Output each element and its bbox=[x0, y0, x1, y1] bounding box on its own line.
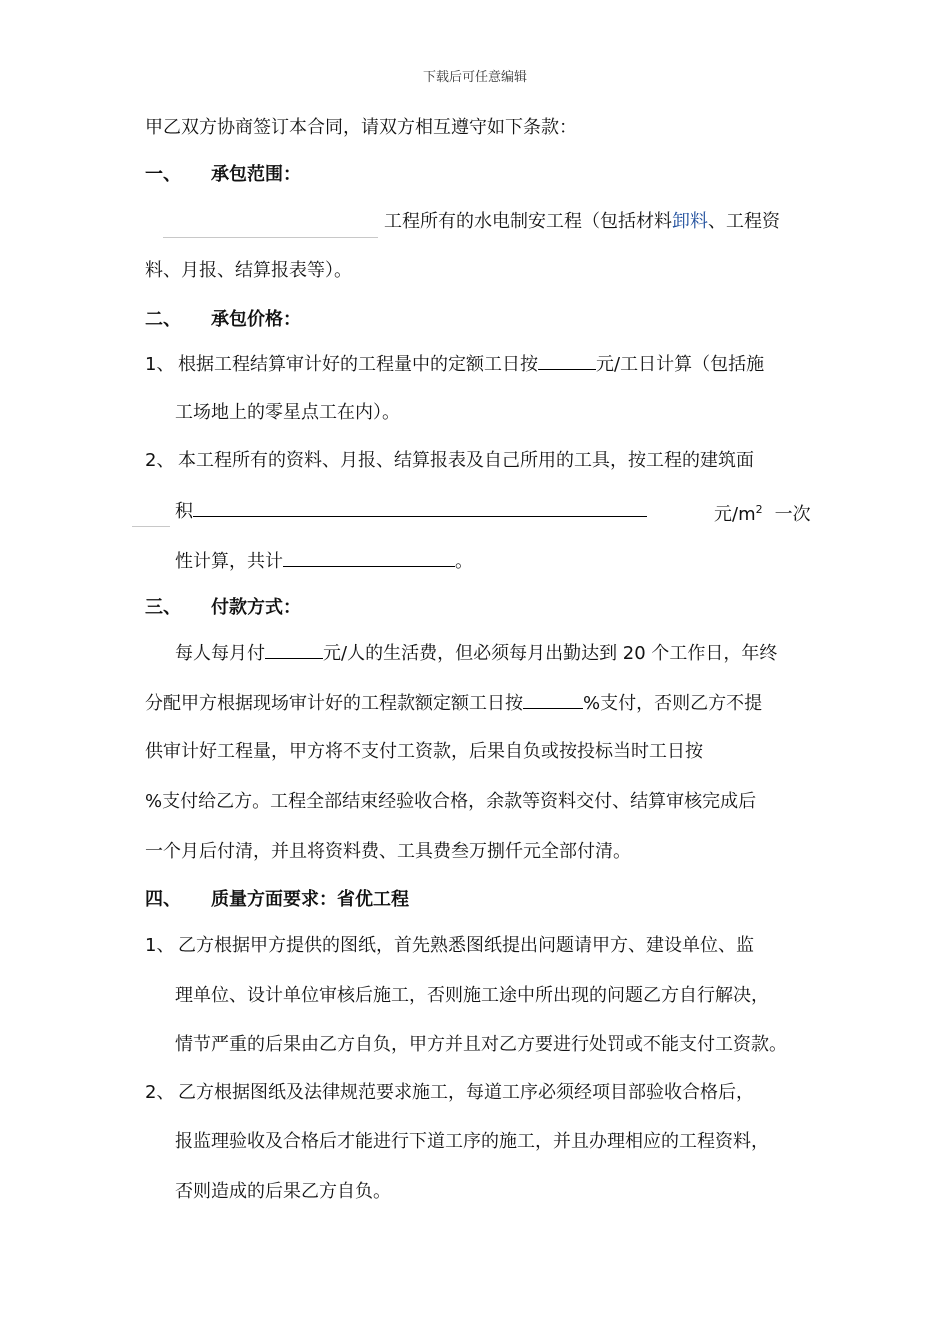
section-2-item-2-line-3 bbox=[175, 548, 473, 574]
total-label: 性计算，共计 bbox=[175, 551, 283, 572]
unit-text: 元/m bbox=[714, 504, 756, 525]
area-label: 积 bbox=[175, 501, 193, 522]
section-2-item-2-unit bbox=[714, 498, 811, 527]
section-1-heading bbox=[145, 163, 301, 187]
section-2-number: 二、 bbox=[145, 309, 181, 330]
section-4-number: 四、 bbox=[145, 889, 181, 910]
section-2-title: 承包价格： bbox=[211, 309, 301, 330]
payment-percent-blank bbox=[523, 690, 583, 709]
section-4-item-1-num: 1、 bbox=[145, 935, 175, 956]
section-3-line-3: 供审计好工程量，甲方将不支付工资款，后果自负或按投标当时工日按 bbox=[145, 741, 703, 762]
section-3-text-b: 元/人的生活费，但必须每月出勤达到 20 个工作日，年终 bbox=[323, 643, 778, 664]
section-4-item-1-line-1 bbox=[145, 934, 754, 958]
section-3-line-1 bbox=[175, 640, 777, 666]
section-2-heading bbox=[145, 308, 301, 332]
living-allowance-blank bbox=[265, 640, 323, 659]
section-1-text-c: 、工程资 bbox=[708, 211, 780, 232]
section-4-item-1-line-2: 理单位、设计单位审核后施工，否则施工途中所出现的问题乙方自行解决， bbox=[175, 985, 769, 1006]
section-2-item-2-text: 本工程所有的资料、月报、结算报表及自己所用的工具，按工程的建筑面 bbox=[178, 450, 754, 471]
section-2-item-1-text-a: 根据工程结算审计好的工程量中的定额工日按 bbox=[178, 354, 538, 375]
section-1-text-a: 工程所有的水电制安工程（包括材料 bbox=[384, 211, 672, 232]
section-3-title: 付款方式： bbox=[211, 597, 301, 618]
section-1-link-word: 卸料 bbox=[672, 211, 708, 232]
area-price-blank bbox=[193, 498, 647, 517]
intro-paragraph: 甲乙双方协商签订本合同，请双方相互遵守如下条款： bbox=[145, 117, 577, 138]
section-3-line-5: 一个月后付清，并且将资料费、工具费叁万捌仟元全部付清。 bbox=[145, 841, 631, 862]
period-mark: 。 bbox=[455, 551, 473, 572]
section-4-item-2-line-3: 否则造成的后果乙方自负。 bbox=[175, 1181, 391, 1202]
section-2-item-2-line-1 bbox=[145, 449, 754, 473]
total-amount-blank bbox=[283, 548, 455, 567]
section-2-item-2-num: 2、 bbox=[145, 450, 175, 471]
section-3-line-4: %支付给乙方。工程全部结束经验收合格，余款等资料交付、结算审核完成后 bbox=[145, 791, 757, 812]
section-4-item-2-line-2: 报监理验收及合格后才能进行下道工序的施工，并且办理相应的工程资料， bbox=[175, 1131, 769, 1152]
section-2-item-1-num: 1、 bbox=[145, 354, 175, 375]
section-1-title: 承包范围： bbox=[211, 164, 301, 185]
section-3-heading bbox=[145, 596, 301, 620]
section-4-title: 质量方面要求：省优工程 bbox=[211, 889, 409, 910]
blank-fill-line bbox=[163, 237, 378, 238]
section-4-item-1-text: 乙方根据甲方提供的图纸，首先熟悉图纸提出问题请甲方、建设单位、监 bbox=[178, 935, 754, 956]
section-2-item-1-line-2: 工场地上的零星点工在内）。 bbox=[175, 402, 400, 423]
section-3-line-2-b: %支付，否则乙方不提 bbox=[583, 693, 763, 714]
once-text: 一次 bbox=[774, 504, 811, 525]
section-2-item-1-text-b: 元/工日计算（包括施 bbox=[596, 354, 765, 375]
unit-superscript: 2 bbox=[755, 503, 763, 516]
section-3-line-2 bbox=[145, 690, 762, 716]
price-per-workday-blank bbox=[538, 351, 596, 370]
section-1-number: 一、 bbox=[145, 164, 181, 185]
section-4-item-2-num: 2、 bbox=[145, 1082, 175, 1103]
section-4-heading bbox=[145, 888, 409, 912]
page-header-note: 下载后可任意编辑 bbox=[422, 70, 527, 85]
blank-fill-line bbox=[132, 526, 170, 527]
section-2-item-2-line-2 bbox=[175, 498, 647, 524]
section-1-line-1 bbox=[384, 210, 780, 234]
section-4-item-2-text: 乙方根据图纸及法律规范要求施工，每道工序必须经项目部验收合格后， bbox=[178, 1082, 754, 1103]
section-2-item-1-line-1 bbox=[145, 351, 764, 377]
section-3-text-a: 每人每月付 bbox=[175, 643, 265, 664]
section-4-item-1-line-3: 情节严重的后果由乙方自负，甲方并且对乙方要进行处罚或不能支付工资款。 bbox=[175, 1034, 787, 1055]
section-1-line-2: 料、月报、结算报表等）。 bbox=[145, 260, 352, 281]
section-3-line-2-a: 分配甲方根据现场审计好的工程款额定额工日按 bbox=[145, 693, 523, 714]
section-4-item-2-line-1 bbox=[145, 1081, 754, 1105]
section-3-number: 三、 bbox=[145, 597, 181, 618]
